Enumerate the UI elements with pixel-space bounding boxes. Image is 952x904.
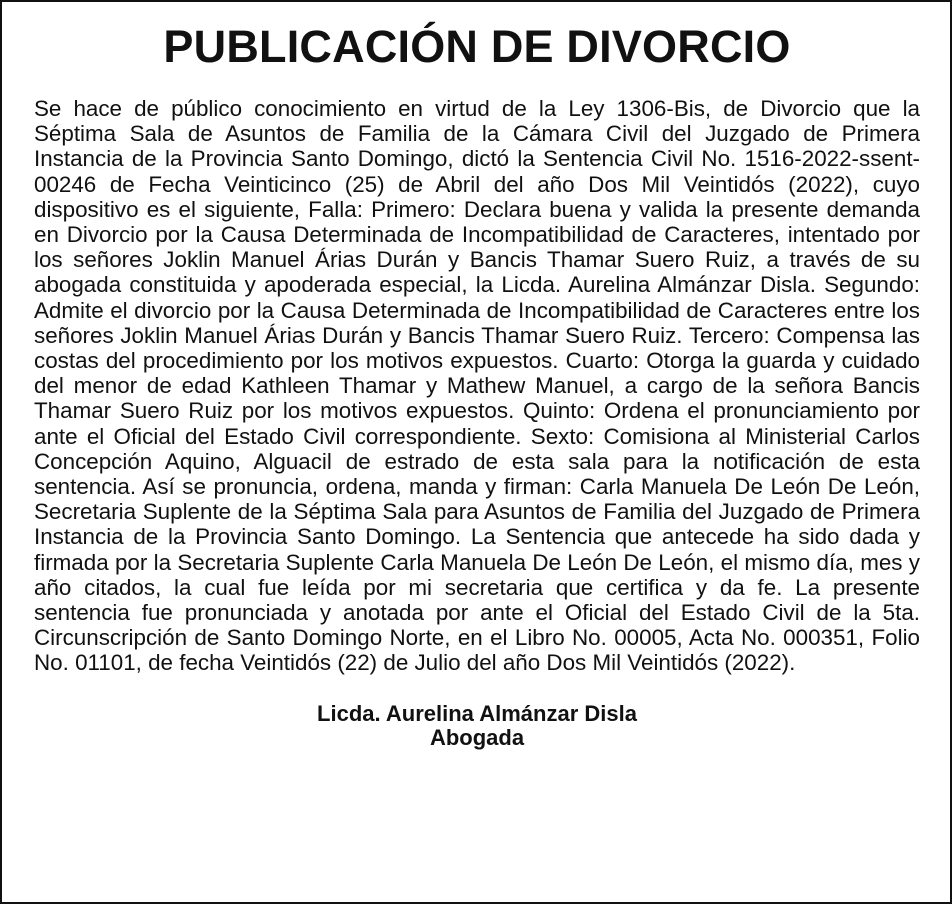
notice-title: PUBLICACIÓN DE DIVORCIO: [163, 21, 791, 72]
notice-body: Se hace de público conocimiento en virtud de la Ley 1306-Bis, de Divorcio que la Séptima Sala de Asuntos de Familia de la Cámara Civil del Juzgado de Primera Instancia de la Provincia Santo Domingo, dictó la Sentencia Civil No. 1516-2022-ssent-00246 de Fecha Veinticinco (25) de Abril del año Dos Mil Veintidós (2022), cuyo dispositivo es el siguiente, Falla: Primero: Declara buena y valida la presente demanda en Divorcio por la Causa Determinada de Incompatibilidad de Caracteres, intentado por los señores Joklin Manuel Árias Durán y Bancis Thamar Suero Ruiz, a través de su abogada constituida y apoderada especial, la Licda. Aurelina Almánzar Disla. Segundo: Admite el divorcio por la Causa Determinada de Incompatibilidad de Caracteres entre los señores Joklin Manuel Árias Durán y Bancis Thamar Suero Ruiz. Tercero: Compensa las costas del procedimiento por los motivos expuestos. Cuarto: Otorga la guarda y cuidado del menor de edad Kathleen Thamar y Mathew Manuel, a cargo de la señora Bancis Thamar Suero Ruiz por los motivos expuestos. Quinto: Ordena el pronunciamiento por ante el Oficial del Estado Civil correspondiente. Sexto: Comisiona al Ministerial Carlos Concepción Aquino, Alguacil de estrado de esta sala para la notificación de esta sentencia. Así se pronuncia, ordena, manda y firman: Carla Manuela De León De León, Secretaria Suplente de la Séptima Sala para Asuntos de Familia del Juzgado de Primera Instancia de la Provincia Santo Domingo. La Sentencia que antecede ha sido dada y firmada por la Secretaria Suplente Carla Manuela De León De León, el mismo día, mes y año citados, la cual fue leída por mi secretaria que certifica y da fe. La presente sentencia fue pronunciada y anotada por ante el Oficial del Estado Civil de la 5ta. Circunscripción de Santo Domingo Norte, en el Libro No. 00005, Acta No. 000351, Folio No. 01101, de fecha Veintidós (22) de Julio del año Dos Mil Veintidós (2022).: [34, 96, 920, 676]
signature-name: Licda. Aurelina Almánzar Disla: [317, 700, 637, 726]
signature-role: Abogada: [429, 724, 525, 750]
signature-block: [34, 702, 920, 750]
